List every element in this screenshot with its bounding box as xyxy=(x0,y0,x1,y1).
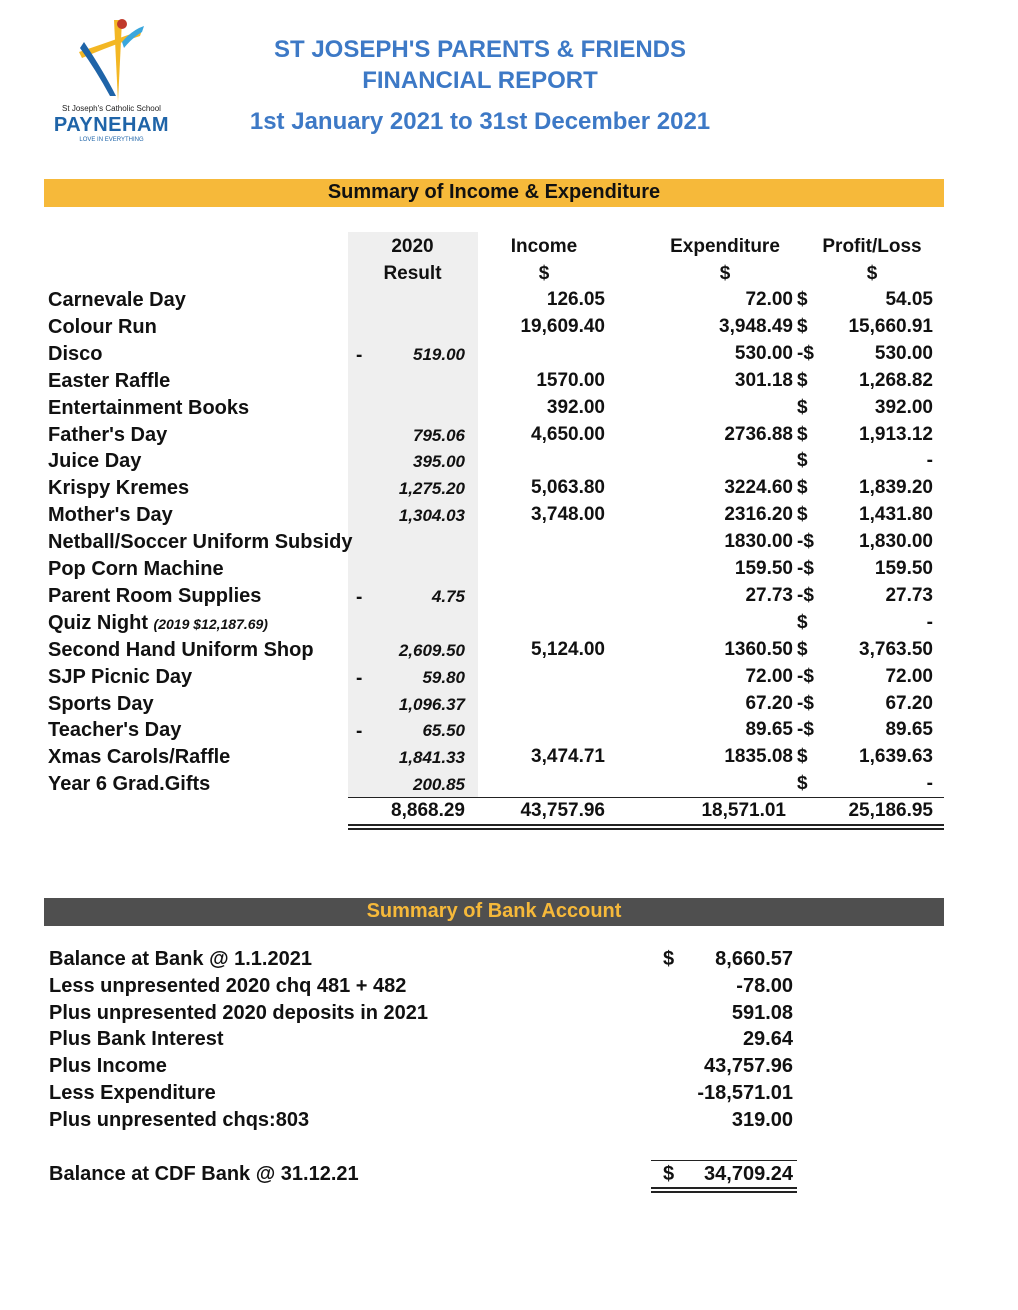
table-row-label xyxy=(48,773,210,796)
col-header-prev-year: 2020 xyxy=(391,236,434,257)
summary-section-header xyxy=(44,179,944,207)
row-expenditure: 67.20 xyxy=(745,693,793,714)
bank-final-balance: 34,709.24 xyxy=(704,1163,793,1185)
cross-figure-icon xyxy=(44,12,179,107)
col-header-expenditure-unit: $ xyxy=(719,263,731,284)
row-expenditure: 1835.08 xyxy=(724,746,793,767)
col-header-profit-unit: $ xyxy=(866,263,878,284)
bank-row-value: -78.00 xyxy=(736,975,793,997)
bank-section-header xyxy=(44,898,944,926)
row-prev-year-result: 1,275.20 xyxy=(398,479,465,498)
row-profit-loss: 1,431.80 xyxy=(859,504,933,525)
row-label-text: Disco xyxy=(48,343,103,365)
row-expenditure: 89.65 xyxy=(745,719,793,740)
row-expenditure: 2316.20 xyxy=(724,504,793,525)
row-expenditure: 301.18 xyxy=(734,370,793,391)
col-header-profit-loss: Profit/Loss xyxy=(822,236,922,257)
row-profit-sign: $ xyxy=(797,477,808,498)
row-income: 1570.00 xyxy=(536,370,605,391)
row-expenditure: 3224.60 xyxy=(724,477,793,498)
row-expenditure: 72.00 xyxy=(745,289,793,310)
row-expenditure: 2736.88 xyxy=(724,424,793,445)
row-profit-loss: - xyxy=(926,612,933,633)
bank-row-value: -18,571.01 xyxy=(697,1082,793,1104)
row-profit-sign: -$ xyxy=(797,558,814,579)
row-label-text: Colour Run xyxy=(48,316,157,338)
row-income: 5,063.80 xyxy=(531,477,605,498)
row-expenditure: 159.50 xyxy=(734,558,793,579)
row-income: 3,474.71 xyxy=(531,746,605,767)
row-label-text: Entertainment Books xyxy=(48,397,250,419)
totals-double-rule-2 xyxy=(348,828,944,830)
table-row-label xyxy=(48,666,192,689)
row-prev-year-result: 2,609.50 xyxy=(398,641,465,660)
row-label-note: (2019 $12,187.69) xyxy=(153,616,268,632)
row-label-text: Mother's Day xyxy=(48,504,173,526)
table-row-label xyxy=(48,424,167,447)
bank-row-label: Less unpresented 2020 chq 481 + 482 xyxy=(49,975,407,997)
row-profit-sign: $ xyxy=(797,612,808,633)
row-profit-sign: $ xyxy=(797,450,808,471)
total-profit-loss: 25,186.95 xyxy=(848,800,933,821)
row-prev-year-result: 795.06 xyxy=(413,426,465,445)
row-income: 126.05 xyxy=(546,289,605,310)
row-profit-loss: 27.73 xyxy=(885,585,933,606)
table-row-label xyxy=(48,289,186,312)
bank-row-value: 8,660.57 xyxy=(715,948,793,970)
row-profit-loss: 89.65 xyxy=(885,719,933,740)
table-row-label xyxy=(48,746,230,769)
report-title-line1: ST JOSEPH'S PARENTS & FRIENDS xyxy=(274,36,686,63)
row-profit-sign: -$ xyxy=(797,585,814,606)
logo-tagline: LOVE IN EVERYTHING xyxy=(79,137,144,143)
row-label-text: Krispy Kremes xyxy=(48,477,190,499)
row-prev-year-negative-marker: - xyxy=(356,345,363,366)
table-row-label xyxy=(48,397,249,420)
row-profit-sign: -$ xyxy=(797,693,814,714)
row-prev-year-result: 1,304.03 xyxy=(398,506,465,525)
row-label-text: Teacher's Day xyxy=(48,719,182,741)
row-profit-sign: $ xyxy=(797,639,808,660)
table-row-label xyxy=(48,558,224,581)
row-profit-loss: 159.50 xyxy=(874,558,933,579)
row-label-text: Pop Corn Machine xyxy=(48,558,224,580)
bank-section-title: Summary of Bank Account xyxy=(366,900,622,922)
total-income: 43,757.96 xyxy=(520,800,605,821)
table-row-label xyxy=(48,316,157,339)
row-income: 3,748.00 xyxy=(531,504,605,525)
row-prev-year-result: 59.80 xyxy=(422,668,465,687)
row-profit-sign: $ xyxy=(797,746,808,767)
row-label-text: Parent Room Supplies xyxy=(48,585,262,607)
row-profit-loss: 1,830.00 xyxy=(859,531,933,552)
row-income: 5,124.00 xyxy=(531,639,605,660)
totals-double-rule-1 xyxy=(348,824,944,826)
bank-row-value: 29.64 xyxy=(742,1028,793,1050)
table-row-label xyxy=(48,531,353,554)
bank-final-double-rule-2 xyxy=(651,1191,797,1193)
row-expenditure: 72.00 xyxy=(745,666,793,687)
bank-row-label: Balance at Bank @ 1.1.2021 xyxy=(49,948,312,970)
row-profit-loss: 392.00 xyxy=(874,397,933,418)
table-row-label xyxy=(48,693,154,716)
total-prev-year: 8,868.29 xyxy=(391,800,465,821)
row-prev-year-negative-marker: - xyxy=(356,587,363,608)
row-prev-year-result: 65.50 xyxy=(422,721,465,740)
row-income: 4,650.00 xyxy=(531,424,605,445)
row-label-text: Sports Day xyxy=(48,693,154,715)
row-label-text: Quiz Night xyxy=(48,612,148,634)
col-header-expenditure: Expenditure xyxy=(670,236,780,257)
row-profit-loss: 3,763.50 xyxy=(859,639,933,660)
row-expenditure: 1360.50 xyxy=(724,639,793,660)
col-header-income: Income xyxy=(510,236,578,257)
row-profit-sign: $ xyxy=(797,370,808,391)
row-profit-sign: -$ xyxy=(797,666,814,687)
row-profit-sign: -$ xyxy=(797,719,814,740)
bank-row-dollar: $ xyxy=(663,948,675,970)
table-row-label xyxy=(48,639,314,662)
row-expenditure: 27.73 xyxy=(745,585,793,606)
row-profit-sign: $ xyxy=(797,316,808,337)
totals-top-rule xyxy=(348,797,944,798)
row-profit-loss: 1,639.63 xyxy=(859,746,933,767)
row-prev-year-result: 4.75 xyxy=(431,587,465,606)
row-prev-year-result: 395.00 xyxy=(413,452,465,471)
row-label-text: Second Hand Uniform Shop xyxy=(48,639,314,661)
bank-final-dollar: $ xyxy=(663,1163,675,1185)
bank-row-label: Plus Income xyxy=(49,1055,167,1077)
row-label-text: Year 6 Grad.Gifts xyxy=(48,773,211,795)
row-expenditure: 530.00 xyxy=(734,343,793,364)
bank-row-value: 591.08 xyxy=(731,1002,793,1024)
logo-school-line: St Joseph's Catholic School xyxy=(62,104,161,113)
col-header-income-unit: $ xyxy=(538,263,550,284)
bank-final-label: Balance at CDF Bank @ 31.12.21 xyxy=(49,1163,359,1185)
row-label-text: Xmas Carols/Raffle xyxy=(48,746,231,768)
row-profit-sign: $ xyxy=(797,773,808,794)
row-prev-year-result: 1,096.37 xyxy=(398,695,465,714)
row-label-text: SJP Picnic Day xyxy=(48,666,193,688)
row-profit-sign: $ xyxy=(797,397,808,418)
row-profit-loss: 1,268.82 xyxy=(859,370,933,391)
row-profit-sign: $ xyxy=(797,289,808,310)
row-profit-loss: 530.00 xyxy=(874,343,933,364)
row-income: 392.00 xyxy=(546,397,605,418)
logo-school-name: PAYNEHAM xyxy=(53,114,170,136)
table-row-label xyxy=(48,612,268,635)
row-profit-loss: 67.20 xyxy=(885,693,933,714)
school-logo xyxy=(44,12,179,147)
row-prev-year-result: 1,841.33 xyxy=(398,748,465,767)
bank-final-top-rule xyxy=(651,1160,797,1161)
row-profit-sign: -$ xyxy=(797,531,814,552)
row-profit-loss: 1,913.12 xyxy=(859,424,933,445)
table-row-label xyxy=(48,343,102,366)
row-label-text: Juice Day xyxy=(48,450,142,472)
row-profit-loss: 1,839.20 xyxy=(859,477,933,498)
row-label-text: Father's Day xyxy=(48,424,168,446)
row-expenditure: 1830.00 xyxy=(724,531,793,552)
table-row-label xyxy=(48,450,141,473)
row-profit-sign: $ xyxy=(797,504,808,525)
table-row-label xyxy=(48,719,181,742)
row-profit-loss: 54.05 xyxy=(885,289,933,310)
report-period: 1st January 2021 to 31st December 2021 xyxy=(249,108,711,135)
row-prev-year-negative-marker: - xyxy=(356,721,363,742)
bank-row-label: Plus unpresented 2020 deposits in 2021 xyxy=(49,1002,429,1024)
report-title-line2: FINANCIAL REPORT xyxy=(362,67,598,94)
table-row-label xyxy=(48,504,173,527)
bank-final-double-rule-1 xyxy=(651,1187,797,1189)
row-prev-year-negative-marker: - xyxy=(356,668,363,689)
table-row-label xyxy=(48,477,189,500)
row-label-text: Carnevale Day xyxy=(48,289,186,311)
row-income: 19,609.40 xyxy=(520,316,605,337)
total-expenditure: 18,571.01 xyxy=(701,800,786,821)
row-profit-loss: 72.00 xyxy=(885,666,933,687)
col-header-prev-result: Result xyxy=(383,263,442,284)
bank-row-value: 319.00 xyxy=(731,1109,793,1131)
row-profit-loss: 15,660.91 xyxy=(848,316,933,337)
row-profit-loss: - xyxy=(926,450,933,471)
row-expenditure: 3,948.49 xyxy=(719,316,793,337)
row-profit-sign: $ xyxy=(797,424,808,445)
row-label-text: Easter Raffle xyxy=(48,370,171,392)
row-profit-sign: -$ xyxy=(797,343,814,364)
row-label-text: Netball/Soccer Uniform Subsidy xyxy=(48,531,353,553)
table-row-label xyxy=(48,370,170,393)
row-profit-loss: - xyxy=(926,773,933,794)
bank-row-label: Plus unpresented chqs:803 xyxy=(49,1109,310,1131)
bank-row-label: Less Expenditure xyxy=(49,1082,216,1104)
bank-row-label: Plus Bank Interest xyxy=(49,1028,224,1050)
row-prev-year-result: 519.00 xyxy=(413,345,465,364)
table-row-label xyxy=(48,585,261,608)
bank-row-value: 43,757.96 xyxy=(704,1055,793,1077)
row-prev-year-result: 200.85 xyxy=(413,775,465,794)
summary-section-title: Summary of Income & Expenditure xyxy=(327,181,661,203)
